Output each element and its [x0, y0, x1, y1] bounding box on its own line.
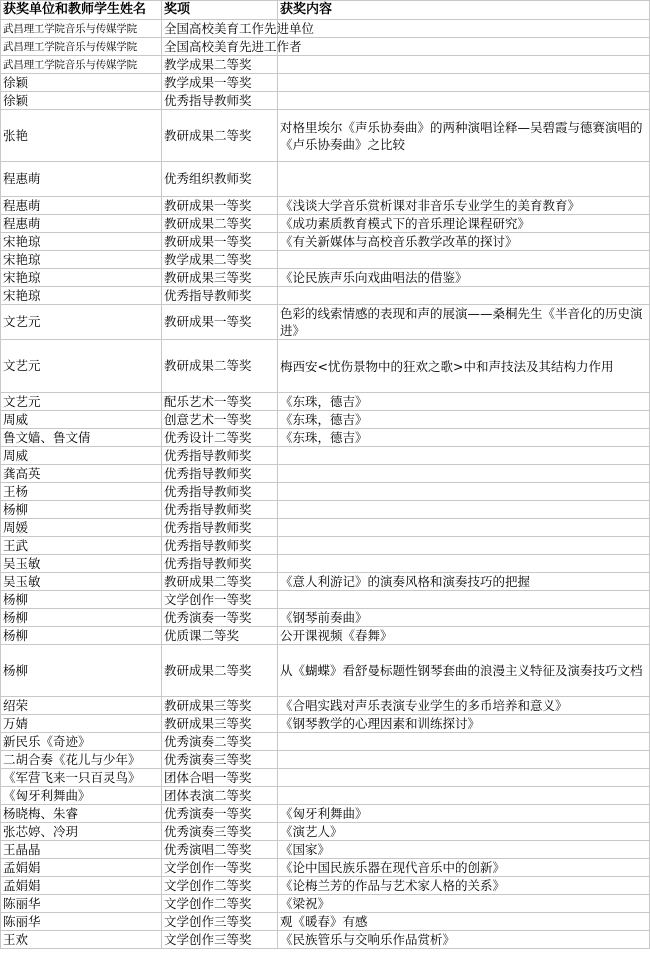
cell-content: 《国家》: [278, 841, 650, 859]
cell-content: 《论中国民族乐器在现代音乐中的创新》: [278, 859, 650, 877]
table-row: [1, 787, 650, 805]
table-row: [1, 555, 650, 573]
table-row: [1, 215, 650, 233]
table-row: [1, 447, 650, 465]
cell-award: 优秀指导教师奖: [162, 447, 278, 465]
cell-content: [278, 447, 650, 465]
table-row: [1, 411, 650, 429]
cell-content: 《东珠，德吉》: [278, 411, 650, 429]
table-row: [1, 429, 650, 447]
table-row: [1, 913, 650, 931]
cell-content: 色彩的线索情感的表现和声的展演——桑桐先生《半音化的历史演进》: [278, 305, 650, 340]
cell-award: 优秀指导教师奖: [162, 465, 278, 483]
cell-content: 《合唱实践对声乐表演专业学生的多币培养和意义》: [278, 697, 650, 715]
cell-unit: 绍荣: [1, 697, 162, 715]
cell-content: [278, 501, 650, 519]
cell-unit: 文艺元: [1, 340, 162, 393]
table-row: [1, 110, 650, 162]
cell-award: 教研成果三等奖: [162, 697, 278, 715]
cell-award: 教研成果二等奖: [162, 645, 278, 697]
cell-unit: 宋艳琼: [1, 269, 162, 287]
cell-award: 文学创作一等奖: [162, 591, 278, 609]
cell-content: 《演艺人》: [278, 823, 650, 841]
cell-unit: 王杨: [1, 483, 162, 501]
table-row: [1, 340, 650, 393]
cell-unit: 文艺元: [1, 393, 162, 411]
cell-award: 教学成果二等奖: [162, 251, 278, 269]
table-row: [1, 519, 650, 537]
cell-content: [278, 38, 650, 56]
cell-award: 优秀指导教师奖: [162, 287, 278, 305]
cell-award: 文学创作三等奖: [162, 913, 278, 931]
cell-award: 文学创作二等奖: [162, 895, 278, 913]
cell-content: 《论民族声乐向戏曲唱法的借鉴》: [278, 269, 650, 287]
cell-award: 教研成果一等奖: [162, 197, 278, 215]
cell-content: 《浅谈大学音乐赏析课对非音乐专业学生的美育教育》: [278, 197, 650, 215]
cell-unit: 龚高英: [1, 465, 162, 483]
cell-unit: 吴玉敏: [1, 573, 162, 591]
cell-unit: 周威: [1, 411, 162, 429]
table-row: [1, 38, 650, 56]
table-row: [1, 931, 650, 949]
cell-unit: 孟娟娟: [1, 877, 162, 895]
table-row: [1, 465, 650, 483]
cell-unit: 程惠萌: [1, 162, 162, 197]
cell-award: 优秀演奏三等奖: [162, 751, 278, 769]
cell-content: [278, 537, 650, 555]
cell-award: 优秀演奏二等奖: [162, 733, 278, 751]
cell-content: [278, 591, 650, 609]
cell-award: 优秀指导教师奖: [162, 519, 278, 537]
cell-award: 教研成果三等奖: [162, 715, 278, 733]
table-row: [1, 609, 650, 627]
header-content: 获奖内容: [278, 1, 650, 20]
cell-content: [278, 251, 650, 269]
cell-content: 《匈牙利舞曲》: [278, 805, 650, 823]
cell-content: [278, 74, 650, 92]
cell-content: 梅西安<忧伤景物中的狂欢之歌>中和声技法及其结构力作用: [278, 340, 650, 393]
cell-award: 优秀演奏三等奖: [162, 823, 278, 841]
cell-content: 《成功素质教育模式下的音乐理论课程研究》: [278, 215, 650, 233]
table-row: [1, 305, 650, 340]
cell-content: [278, 56, 650, 74]
cell-unit: 杨柳: [1, 501, 162, 519]
cell-content: 《钢琴前奏曲》: [278, 609, 650, 627]
cell-unit: 周威: [1, 447, 162, 465]
cell-content: [278, 555, 650, 573]
table-row: [1, 393, 650, 411]
cell-content: [278, 287, 650, 305]
cell-unit: 新民乐《奇迹》: [1, 733, 162, 751]
cell-award: 优秀指导教师奖: [162, 92, 278, 110]
cell-award: 教研成果一等奖: [162, 305, 278, 340]
cell-award: 配乐艺术一等奖: [162, 393, 278, 411]
cell-award: 优秀设计二等奖: [162, 429, 278, 447]
cell-award: 教研成果三等奖: [162, 269, 278, 287]
cell-unit: 陈丽华: [1, 895, 162, 913]
table-row: [1, 162, 650, 197]
cell-content: [278, 20, 650, 38]
cell-award: 全国高校美育工作先进单位: [162, 20, 278, 38]
cell-award: 优秀组织教师奖: [162, 162, 278, 197]
cell-unit: 杨柳: [1, 591, 162, 609]
cell-unit: 杨晓梅、朱睿: [1, 805, 162, 823]
cell-content: 《钢琴教学的心理因素和训练探讨》: [278, 715, 650, 733]
cell-award: 优秀指导教师奖: [162, 555, 278, 573]
cell-unit: 《匈牙利舞曲》: [1, 787, 162, 805]
cell-unit: 万婧: [1, 715, 162, 733]
cell-unit: 吴玉敏: [1, 555, 162, 573]
table-row: [1, 823, 650, 841]
table-row: [1, 697, 650, 715]
cell-unit: 杨柳: [1, 609, 162, 627]
cell-unit: 徐颖: [1, 92, 162, 110]
cell-content: [278, 483, 650, 501]
cell-unit: 张芯婷、冷玥: [1, 823, 162, 841]
cell-content: [278, 465, 650, 483]
table-row: [1, 859, 650, 877]
cell-unit: 孟娟娟: [1, 859, 162, 877]
cell-content: 《论梅兰芳的作品与艺术家人格的关系》: [278, 877, 650, 895]
cell-award: 优秀演奏一等奖: [162, 805, 278, 823]
table-row: [1, 841, 650, 859]
cell-award: 全国高校美育先进工作者: [162, 38, 278, 56]
cell-unit: 武昌理工学院音乐与传媒学院: [1, 20, 162, 38]
cell-unit: 张艳: [1, 110, 162, 162]
cell-content: [278, 519, 650, 537]
cell-unit: 王武: [1, 537, 162, 555]
cell-award: 创意艺术一等奖: [162, 411, 278, 429]
cell-content: 《梁祝》: [278, 895, 650, 913]
cell-award: 教研成果二等奖: [162, 340, 278, 393]
table-row: [1, 483, 650, 501]
cell-award: 文学创作三等奖: [162, 931, 278, 949]
table-row: [1, 733, 650, 751]
table-row: [1, 751, 650, 769]
cell-award: 教研成果一等奖: [162, 233, 278, 251]
cell-content: [278, 92, 650, 110]
cell-unit: 王欢: [1, 931, 162, 949]
cell-content: [278, 769, 650, 787]
cell-unit: 程惠萌: [1, 215, 162, 233]
table-row: [1, 645, 650, 697]
cell-unit: 宋艳琼: [1, 287, 162, 305]
header-row: [1, 1, 650, 20]
cell-award: 优秀演奏一等奖: [162, 609, 278, 627]
cell-content: 从《蝴蝶》看舒曼标题性钢琴套曲的浪漫主义特征及演奏技巧文档: [278, 645, 650, 697]
table-row: [1, 20, 650, 38]
cell-award: 团体合唱一等奖: [162, 769, 278, 787]
cell-content: 《意人利游记》的演奏风格和演奏技巧的把握: [278, 573, 650, 591]
cell-award: 教学成果二等奖: [162, 56, 278, 74]
cell-unit: 徐颖: [1, 74, 162, 92]
cell-unit: 杨柳: [1, 645, 162, 697]
table-row: [1, 233, 650, 251]
cell-unit: 武昌理工学院音乐与传媒学院: [1, 38, 162, 56]
cell-award: 优秀指导教师奖: [162, 501, 278, 519]
cell-unit: 王晶晶: [1, 841, 162, 859]
cell-content: [278, 162, 650, 197]
cell-award: 教研成果二等奖: [162, 215, 278, 233]
cell-content: 对格里埃尔《声乐协奏曲》的两种演唱诠释—吴碧霞与德赛演唱的《卢乐协奏曲》之比较: [278, 110, 650, 162]
table-row: [1, 537, 650, 555]
cell-award: 优秀演唱二等奖: [162, 841, 278, 859]
table-row: [1, 251, 650, 269]
table-row: [1, 877, 650, 895]
cell-award: 教研成果二等奖: [162, 573, 278, 591]
cell-unit: 陈丽华: [1, 913, 162, 931]
table-row: [1, 769, 650, 787]
cell-award: 优秀指导教师奖: [162, 537, 278, 555]
cell-unit: 《军营飞来一只百灵鸟》: [1, 769, 162, 787]
cell-content: [278, 787, 650, 805]
cell-unit: 程惠萌: [1, 197, 162, 215]
table-row: [1, 197, 650, 215]
cell-unit: 文艺元: [1, 305, 162, 340]
cell-award: 文学创作一等奖: [162, 859, 278, 877]
cell-award: 教学成果一等奖: [162, 74, 278, 92]
table-row: [1, 92, 650, 110]
table-row: [1, 715, 650, 733]
table-row: [1, 269, 650, 287]
cell-content: 《有关新媒体与高校音乐教学改革的探讨》: [278, 233, 650, 251]
cell-unit: 武昌理工学院音乐与传媒学院: [1, 56, 162, 74]
cell-unit: 周媛: [1, 519, 162, 537]
table-row: [1, 56, 650, 74]
cell-award: 优质课二等奖: [162, 627, 278, 645]
cell-unit: 鲁文嫱、鲁文倩: [1, 429, 162, 447]
cell-unit: 二胡合奏《花儿与少年》: [1, 751, 162, 769]
cell-content: 公开课视频《春舞》: [278, 627, 650, 645]
table-row: [1, 895, 650, 913]
table-row: [1, 627, 650, 645]
cell-content: [278, 751, 650, 769]
cell-award: 团体表演二等奖: [162, 787, 278, 805]
cell-content: 《东珠，德吉》: [278, 429, 650, 447]
table-row: [1, 805, 650, 823]
cell-content: 《民族管乐与交响乐作品赏析》: [278, 931, 650, 949]
table-row: [1, 74, 650, 92]
cell-unit: 杨柳: [1, 627, 162, 645]
header-unit: 获奖单位和教师学生姓名: [1, 1, 162, 20]
table-row: [1, 573, 650, 591]
cell-content: 《东珠，德吉》: [278, 393, 650, 411]
cell-content: [278, 733, 650, 751]
cell-unit: 宋艳琼: [1, 251, 162, 269]
cell-award: 优秀指导教师奖: [162, 483, 278, 501]
cell-award: 教研成果二等奖: [162, 110, 278, 162]
header-award: 奖项: [162, 1, 278, 20]
cell-content: 观《暖春》有感: [278, 913, 650, 931]
cell-award: 文学创作二等奖: [162, 877, 278, 895]
table-row: [1, 591, 650, 609]
cell-unit: 宋艳琼: [1, 233, 162, 251]
table-row: [1, 287, 650, 305]
table-row: [1, 501, 650, 519]
